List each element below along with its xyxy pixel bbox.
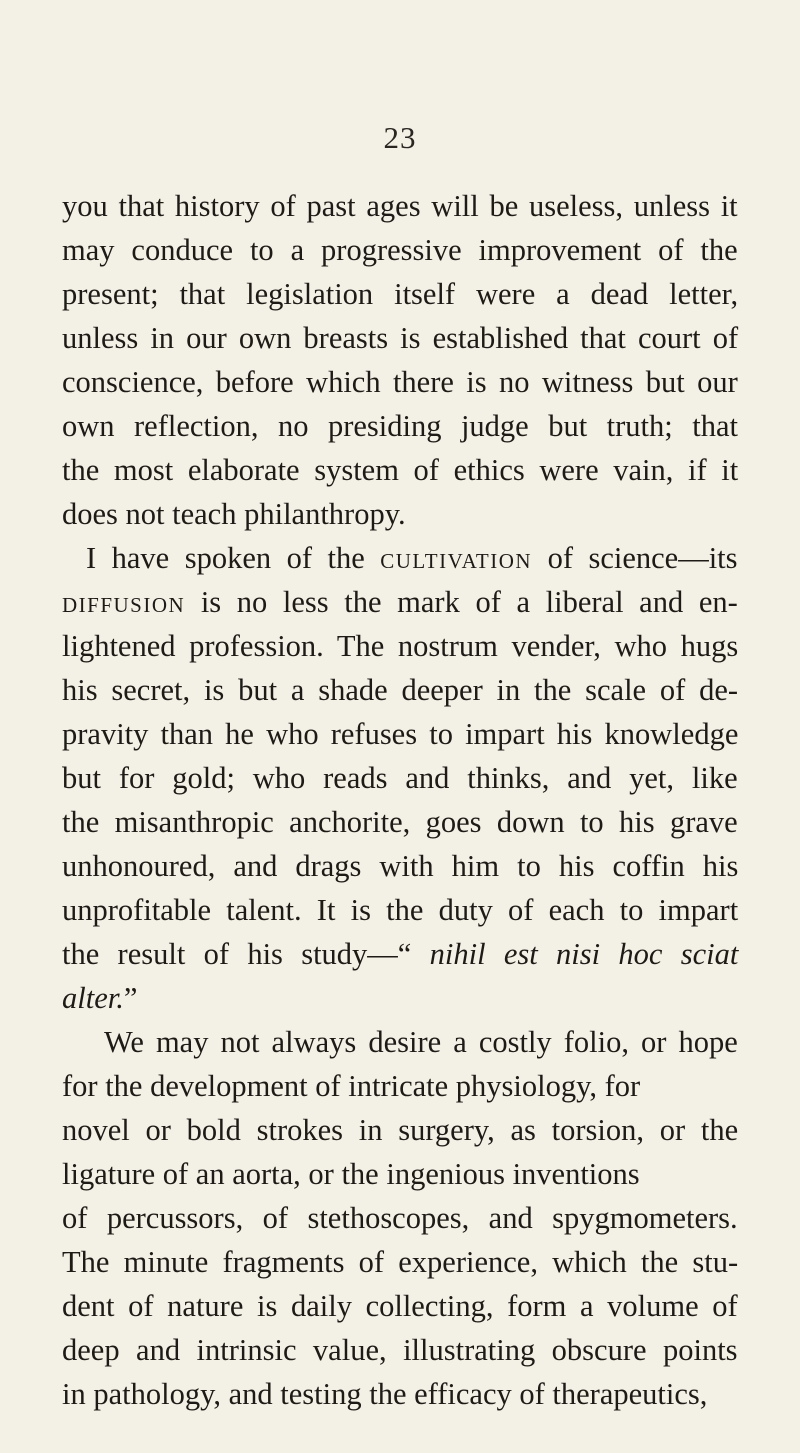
text-line: of percussors, of stethoscopes, and spygmometers. <box>62 1201 738 1235</box>
text-line: his secret, is but a shade deeper in the scale of de- <box>62 673 739 707</box>
latin-quote: nihil est nisi hoc sciat <box>429 937 739 971</box>
page-number: 23 <box>383 120 417 155</box>
text-line: unprofitable talent. It is the duty of each to impart <box>62 893 739 927</box>
text-line <box>62 932 738 976</box>
text-line: the misanthropic anchorite, goes down to his grave <box>62 805 738 839</box>
text-line <box>62 580 738 624</box>
text-run: ” <box>123 981 138 1015</box>
text-line: We may not always desire a costly folio, or hope <box>104 1025 738 1059</box>
small-caps-term: cultivation <box>380 541 533 575</box>
text-line: ligature of an aorta, or the ingenious inventions <box>62 1157 640 1191</box>
text-line: does not teach philanthropy. <box>62 497 406 531</box>
text-line: novel or bold strokes in surgery, as torsion, or the <box>62 1113 739 1147</box>
text-run: the result of his study—“ <box>62 937 430 971</box>
text-line: but for gold; who reads and thinks, and yet, like <box>62 761 738 795</box>
text-line: own reflection, no presiding judge but truth; that <box>62 409 738 443</box>
text-line: in pathology, and testing the efficacy of therapeutics, <box>62 1377 708 1411</box>
text-line: dent of nature is daily collecting, form a volume of <box>62 1289 738 1323</box>
latin-quote: alter. <box>62 981 124 1015</box>
text-line: deep and intrinsic value, illustrating obscure points <box>62 1333 738 1367</box>
text-line: unhonoured, and drags with him to his coffin his <box>62 849 739 883</box>
text-run: of science—its <box>532 541 738 575</box>
text-line: unless in our own breasts is established that court of <box>62 321 739 355</box>
text-line <box>62 976 137 1020</box>
text-run: is no less the mark of a liberal and en- <box>185 585 738 619</box>
text-line: for the development of intricate physiology, for <box>62 1069 641 1103</box>
text-line: pravity than he who refuses to impart his knowledge <box>62 717 739 751</box>
text-line: The minute fragments of experience, which the stu- <box>62 1245 739 1279</box>
text-line: the most elaborate system of ethics were vain, if it <box>62 453 739 487</box>
text-line: you that history of past ages will be useless, unless it <box>62 189 738 223</box>
text-line: present; that legislation itself were a dead letter, <box>62 277 739 311</box>
text-run: I have spoken of the <box>86 541 381 575</box>
text-line: lightened profession. The nostrum vender, who hugs <box>62 629 739 663</box>
text-line <box>86 536 738 580</box>
text-line: may conduce to a progressive improvement of the <box>62 233 738 267</box>
small-caps-term: diffusion <box>62 585 186 619</box>
text-line: conscience, before which there is no witness but our <box>62 365 738 399</box>
